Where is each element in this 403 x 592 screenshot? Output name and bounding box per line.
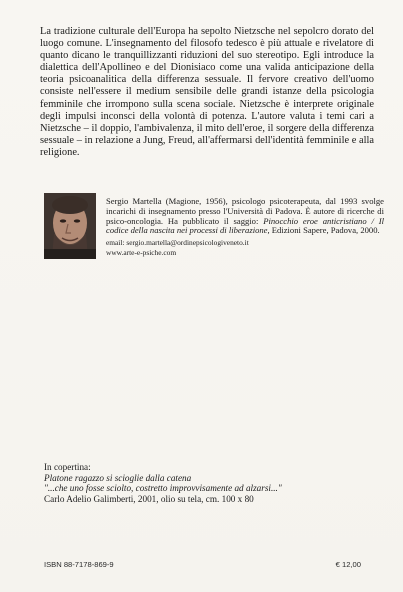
author-photo (44, 193, 96, 259)
cover-artwork-title: Platone ragazzo si scioglie dalla catena (44, 472, 192, 483)
bio-paragraph (106, 197, 384, 236)
isbn: ISBN 88-7178-869-9 (44, 560, 114, 569)
bio-intro: Sergio Martella (Magione, 1956), psicologo psicoterapeuta, dal 1993 svolge incarichi di insegnamento presso l'Università di Padova. È autore di ricerche di psico-oncologia. Ha pubblicato il saggio: (106, 196, 384, 226)
author-website: www.arte-e-psiche.com (106, 247, 177, 257)
cover-credit (44, 462, 374, 504)
cover-heading: In copertina: (44, 462, 91, 472)
bio-publisher: , Edizioni Sapere, Padova, 2000. (267, 225, 380, 236)
cover-artist-credit: Carlo Adelio Galimberti, 2001, olio su tela, cm. 100 x 80 (44, 493, 254, 504)
author-bio (106, 197, 384, 257)
synopsis-paragraph: La tradizione culturale dell'Europa ha sepolto Nietzsche nel sepolcro dorato del luogo comune. L'insegnamento del filosofo tedesco è più attuale e rivelatore di quanto dicano le tranquillizzanti riduzioni del suo stereotipo. Egli introduce la dialettica dell'Apollineo e del Dionisiaco come una valida anticipazione della teoria psicoanalitica della differenza sessuale. Il fervore creativo dell'uomo consiste nell'essere il medium sensibile delle grandi istanze della psicologia femminile che irrompono sulla scena sociale. Nietzsche è interprete originale degli impulsi inconsci della volontà di potenza. L'autore valuta i temi cari a Nietzsche – il doppio, l'ambivalenza, il mito dell'eroe, il sorgere della differenza sessuale – in relazione a Jung, Freud, all'affermarsi dell'identità femminile e alla religione. (40, 26, 374, 158)
author-section (44, 193, 384, 265)
bio-book-title: Pinocchio eroe anticristiano / Il codice della nascita nei processi di liberazione (106, 215, 384, 236)
price: € 12,00 (335, 560, 361, 569)
cover-quote: "...che uno fosse sciolto, costretto improvvisamente ad alzarsi..." (44, 483, 282, 494)
author-portrait-image (44, 193, 96, 259)
author-email: email: sergio.martella@ordinepsicologiveneto.it (106, 238, 249, 248)
